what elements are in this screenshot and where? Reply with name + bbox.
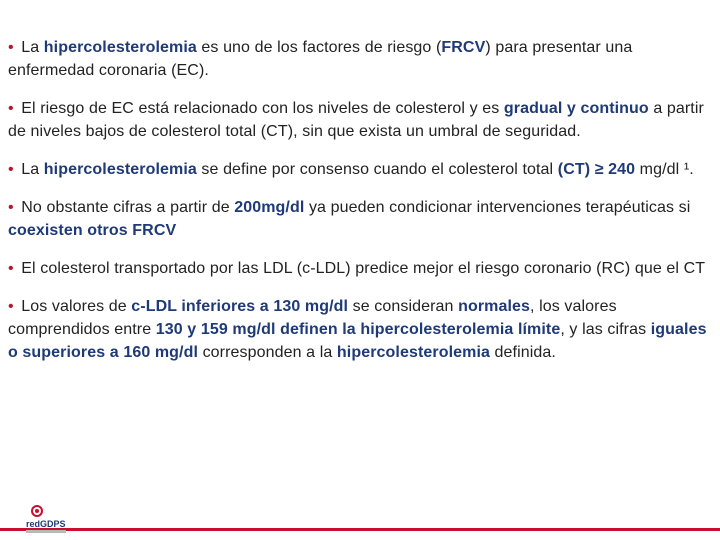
bullet-item (8, 196, 708, 242)
bullet-text: definida. (490, 344, 556, 361)
bullet-text: El riesgo de EC está relacionado con los niveles de colesterol y es (21, 100, 504, 117)
bullet-text: corresponden a la (198, 344, 337, 361)
highlighted-text: c-LDL inferiores a 130 mg/dl (131, 298, 349, 315)
bullet-text: La (21, 39, 44, 56)
bullet-item (8, 97, 708, 143)
bullet-text: se define por consenso cuando el colesterol total (196, 161, 558, 178)
bullet-dot-icon: • (8, 161, 14, 178)
highlighted-text: (CT) ≥ 240 (557, 161, 636, 178)
bullet-dot-icon: • (8, 199, 14, 216)
bullet-dot-icon: • (8, 260, 14, 277)
bullet-item (8, 257, 708, 280)
bullet-text: mg/dl ¹. (635, 161, 694, 178)
highlighted-text: gradual y continuo (503, 100, 649, 117)
footer-divider (0, 528, 720, 531)
bullet-text: ) para presentar una enfermedad coronaria (EC). (8, 39, 633, 79)
bullet-item (8, 295, 708, 364)
bullet-text: El colesterol transportado por las LDL (c-LDL) predice mejor el riesgo coronario (RC) que el CT (21, 260, 706, 277)
bullet-text: No obstante cifras a partir de (21, 199, 235, 216)
highlighted-text: hipercolesterolemia (43, 161, 197, 178)
bullet-dot-icon: • (8, 100, 14, 117)
highlighted-text: hipercolesterolemia (336, 344, 490, 361)
highlighted-text: 130 y 159 mg/dl definen la hipercolesterolemia límite (155, 321, 561, 338)
highlighted-text: iguales o superiores a 160 mg/dl (8, 321, 707, 361)
logo-text: redGDPS (26, 519, 66, 529)
logo-ring-icon (31, 505, 43, 517)
bullet-text: Los valores de (21, 298, 132, 315)
bullet-dot-icon: • (8, 298, 14, 315)
highlighted-text: normales (458, 298, 531, 315)
bullet-list (8, 36, 708, 379)
highlighted-text: hipercolesterolemia (43, 39, 197, 56)
bullet-text: se consideran (348, 298, 459, 315)
bullet-item (8, 36, 708, 82)
bullet-item (8, 158, 708, 181)
bullet-dot-icon: • (8, 39, 14, 56)
logo-tagline-bar (26, 530, 66, 533)
bullet-text: es uno de los factores de riesgo ( (196, 39, 442, 56)
highlighted-text: 200mg/dl (234, 199, 305, 216)
bullet-text: , los valores comprendidos entre (8, 298, 617, 338)
bullet-text: , y las cifras (560, 321, 651, 338)
redgdps-logo (20, 505, 80, 538)
bullet-text: La (21, 161, 44, 178)
highlighted-text: FRCV (441, 39, 486, 56)
highlighted-text: coexisten otros FRCV (8, 222, 177, 239)
bullet-text: a partir de niveles bajos de colesterol total (CT), sin que exista un umbral de seguridad. (8, 100, 704, 140)
bullet-text: ya pueden condicionar intervenciones terapéuticas si (304, 199, 691, 216)
